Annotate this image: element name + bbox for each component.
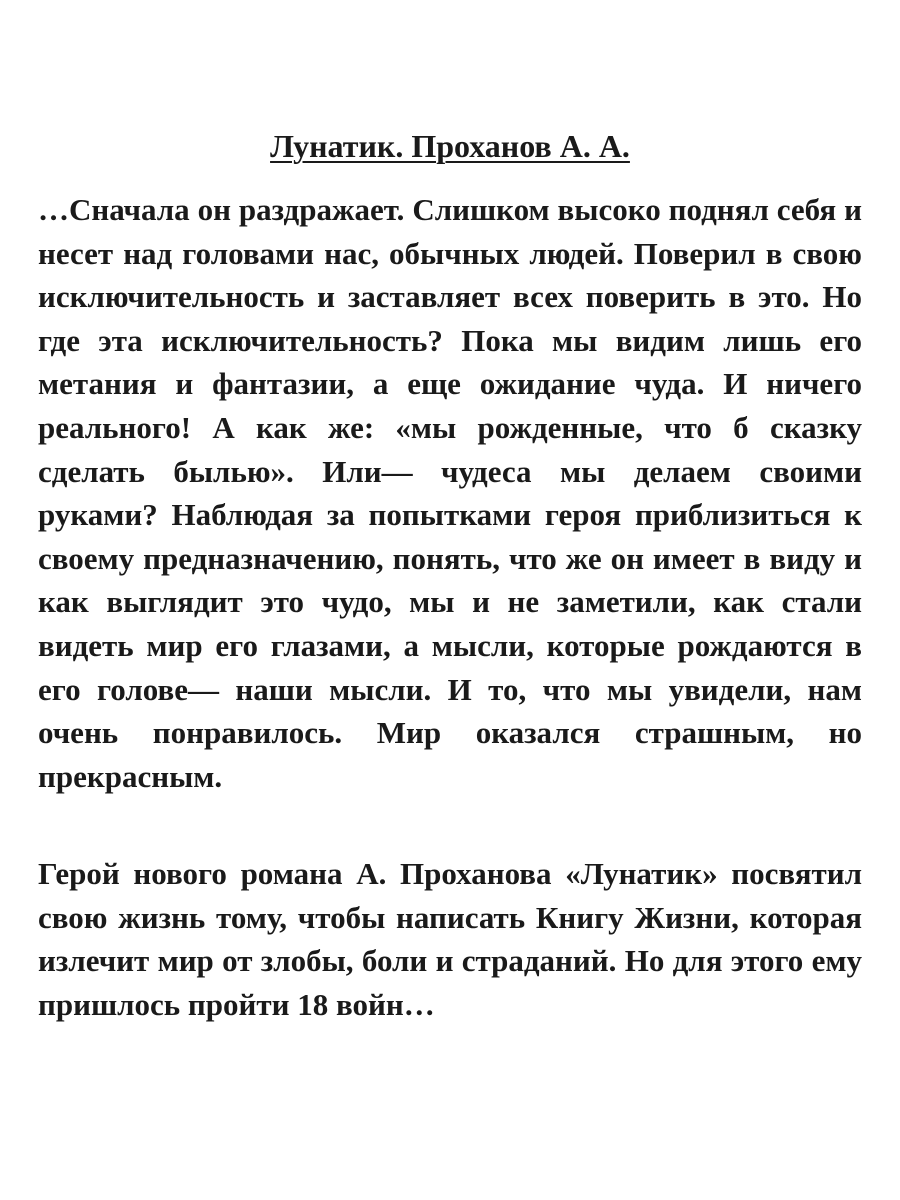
- document-title: Лунатик. Проханов А. А.: [270, 128, 630, 164]
- paragraph-2: Герой нового романа А. Проханова «Лунатик» посвятил свою жизнь тому, чтобы написать Книгу Жизни, которая излечит мир от злобы, боли и страданий. Но для этого ему пришлось пройти 18 войн…: [38, 856, 862, 1022]
- paragraph-1: …Сначала он раздражает. Слишком высоко поднял себя и несет над головами нас, обычных людей. Поверил в свою исключительность и заставляет всех поверить в это. Но где эта исключительность? Пока мы видим лишь его метания и фантазии, а еще ожидание чуда. И ничего реального! А как же: «мы рожденные, что б сказку сделать былью». Или— чудеса мы делаем своими руками? Наблюдая за попытками героя приблизиться к своему предназначению, понять, что же он имеет в виду и как выглядит это чудо, мы и не заметили, как стали видеть мир его глазами, а мысли, которые рождаются в его голове— наши мысли. И то, что мы увидели, нам очень понравилось. Мир оказался страшным, но прекрасным.: [38, 192, 862, 794]
